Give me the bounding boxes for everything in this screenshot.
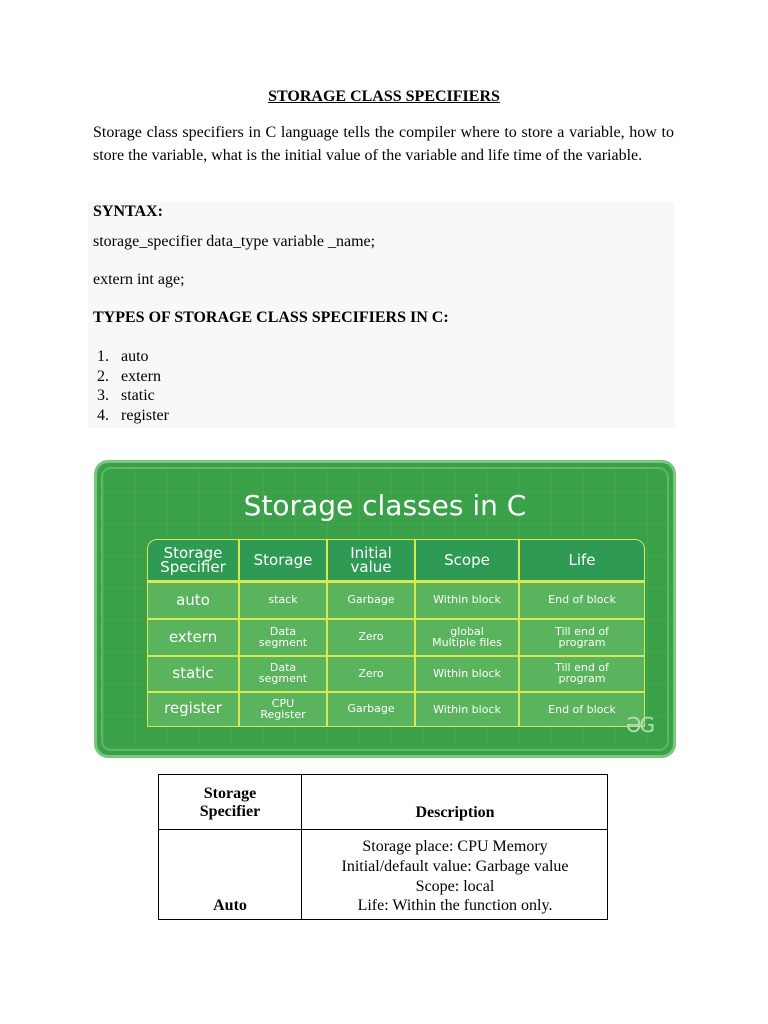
- list-item: 4. register: [97, 407, 169, 425]
- header-life: Life: [568, 551, 596, 569]
- geeksforgeeks-logo: ƏG: [625, 713, 653, 737]
- row-static-initial: Zero: [358, 666, 384, 680]
- list-item: 2. extern: [97, 367, 161, 385]
- types-heading: TYPES OF STORAGE CLASS SPECIFIERS IN C:: [93, 309, 449, 326]
- row-auto-life: End of block: [548, 593, 616, 606]
- row-extern-initial: Zero: [358, 630, 384, 643]
- row-auto-scope: Within block: [433, 593, 501, 606]
- row-static-storage: Data segment: [258, 661, 308, 685]
- page-title: STORAGE CLASS SPECIFIERS: [268, 88, 500, 105]
- storage-classes-infographic: [94, 460, 676, 758]
- row-register-life: End of block: [548, 702, 616, 716]
- list-item: 3. static: [97, 387, 155, 405]
- row-auto-storage: stack: [268, 593, 298, 606]
- types-list: [97, 347, 169, 426]
- row-static-spec: static: [172, 664, 214, 682]
- row-auto-spec: auto: [176, 590, 210, 609]
- header-storage-specifier: Storage Specifier: [160, 544, 226, 576]
- syntax-heading: SYNTAX:: [93, 203, 163, 220]
- row-static-scope: Within block: [433, 666, 501, 680]
- syntax-line: storage_specifier data_type variable _name;: [93, 233, 376, 250]
- header-initial-value: Initial value: [350, 544, 392, 576]
- table-header-spec: Storage Specifier: [199, 785, 261, 820]
- table-cell-desc: Storage place: CPU Memory Initial/default value: Garbage value Scope: local Life: Within the function only.: [341, 838, 569, 915]
- row-register-scope: Within block: [433, 702, 501, 716]
- infographic-grid: [147, 539, 645, 727]
- description-table: [158, 774, 608, 920]
- infographic-title: Storage classes in C: [243, 489, 527, 522]
- infographic-inner: [101, 467, 669, 751]
- row-extern-scope: global Multiple files: [432, 624, 502, 649]
- row-static-life: Till end of program: [555, 661, 609, 685]
- table-cell-spec: Auto: [213, 897, 247, 914]
- row-register-spec: register: [164, 699, 222, 717]
- row-register-storage: CPU Register: [260, 697, 306, 721]
- header-storage: Storage: [253, 551, 313, 569]
- row-extern-spec: extern: [168, 627, 218, 646]
- table-header-desc: Description: [415, 804, 495, 821]
- header-scope: Scope: [444, 551, 490, 569]
- syntax-example: extern int age;: [93, 271, 185, 288]
- list-item: 1. auto: [97, 348, 149, 365]
- intro-paragraph: Storage class specifiers in C language tells the compiler where to store a variable, how to store the variable, what is the initial value of the variable and life time of the variable.: [93, 124, 674, 164]
- row-register-initial: Garbage: [347, 701, 395, 715]
- row-extern-storage: Data segment: [258, 624, 308, 649]
- row-auto-initial: Garbage: [347, 593, 395, 606]
- row-extern-life: Till end of program: [555, 624, 609, 649]
